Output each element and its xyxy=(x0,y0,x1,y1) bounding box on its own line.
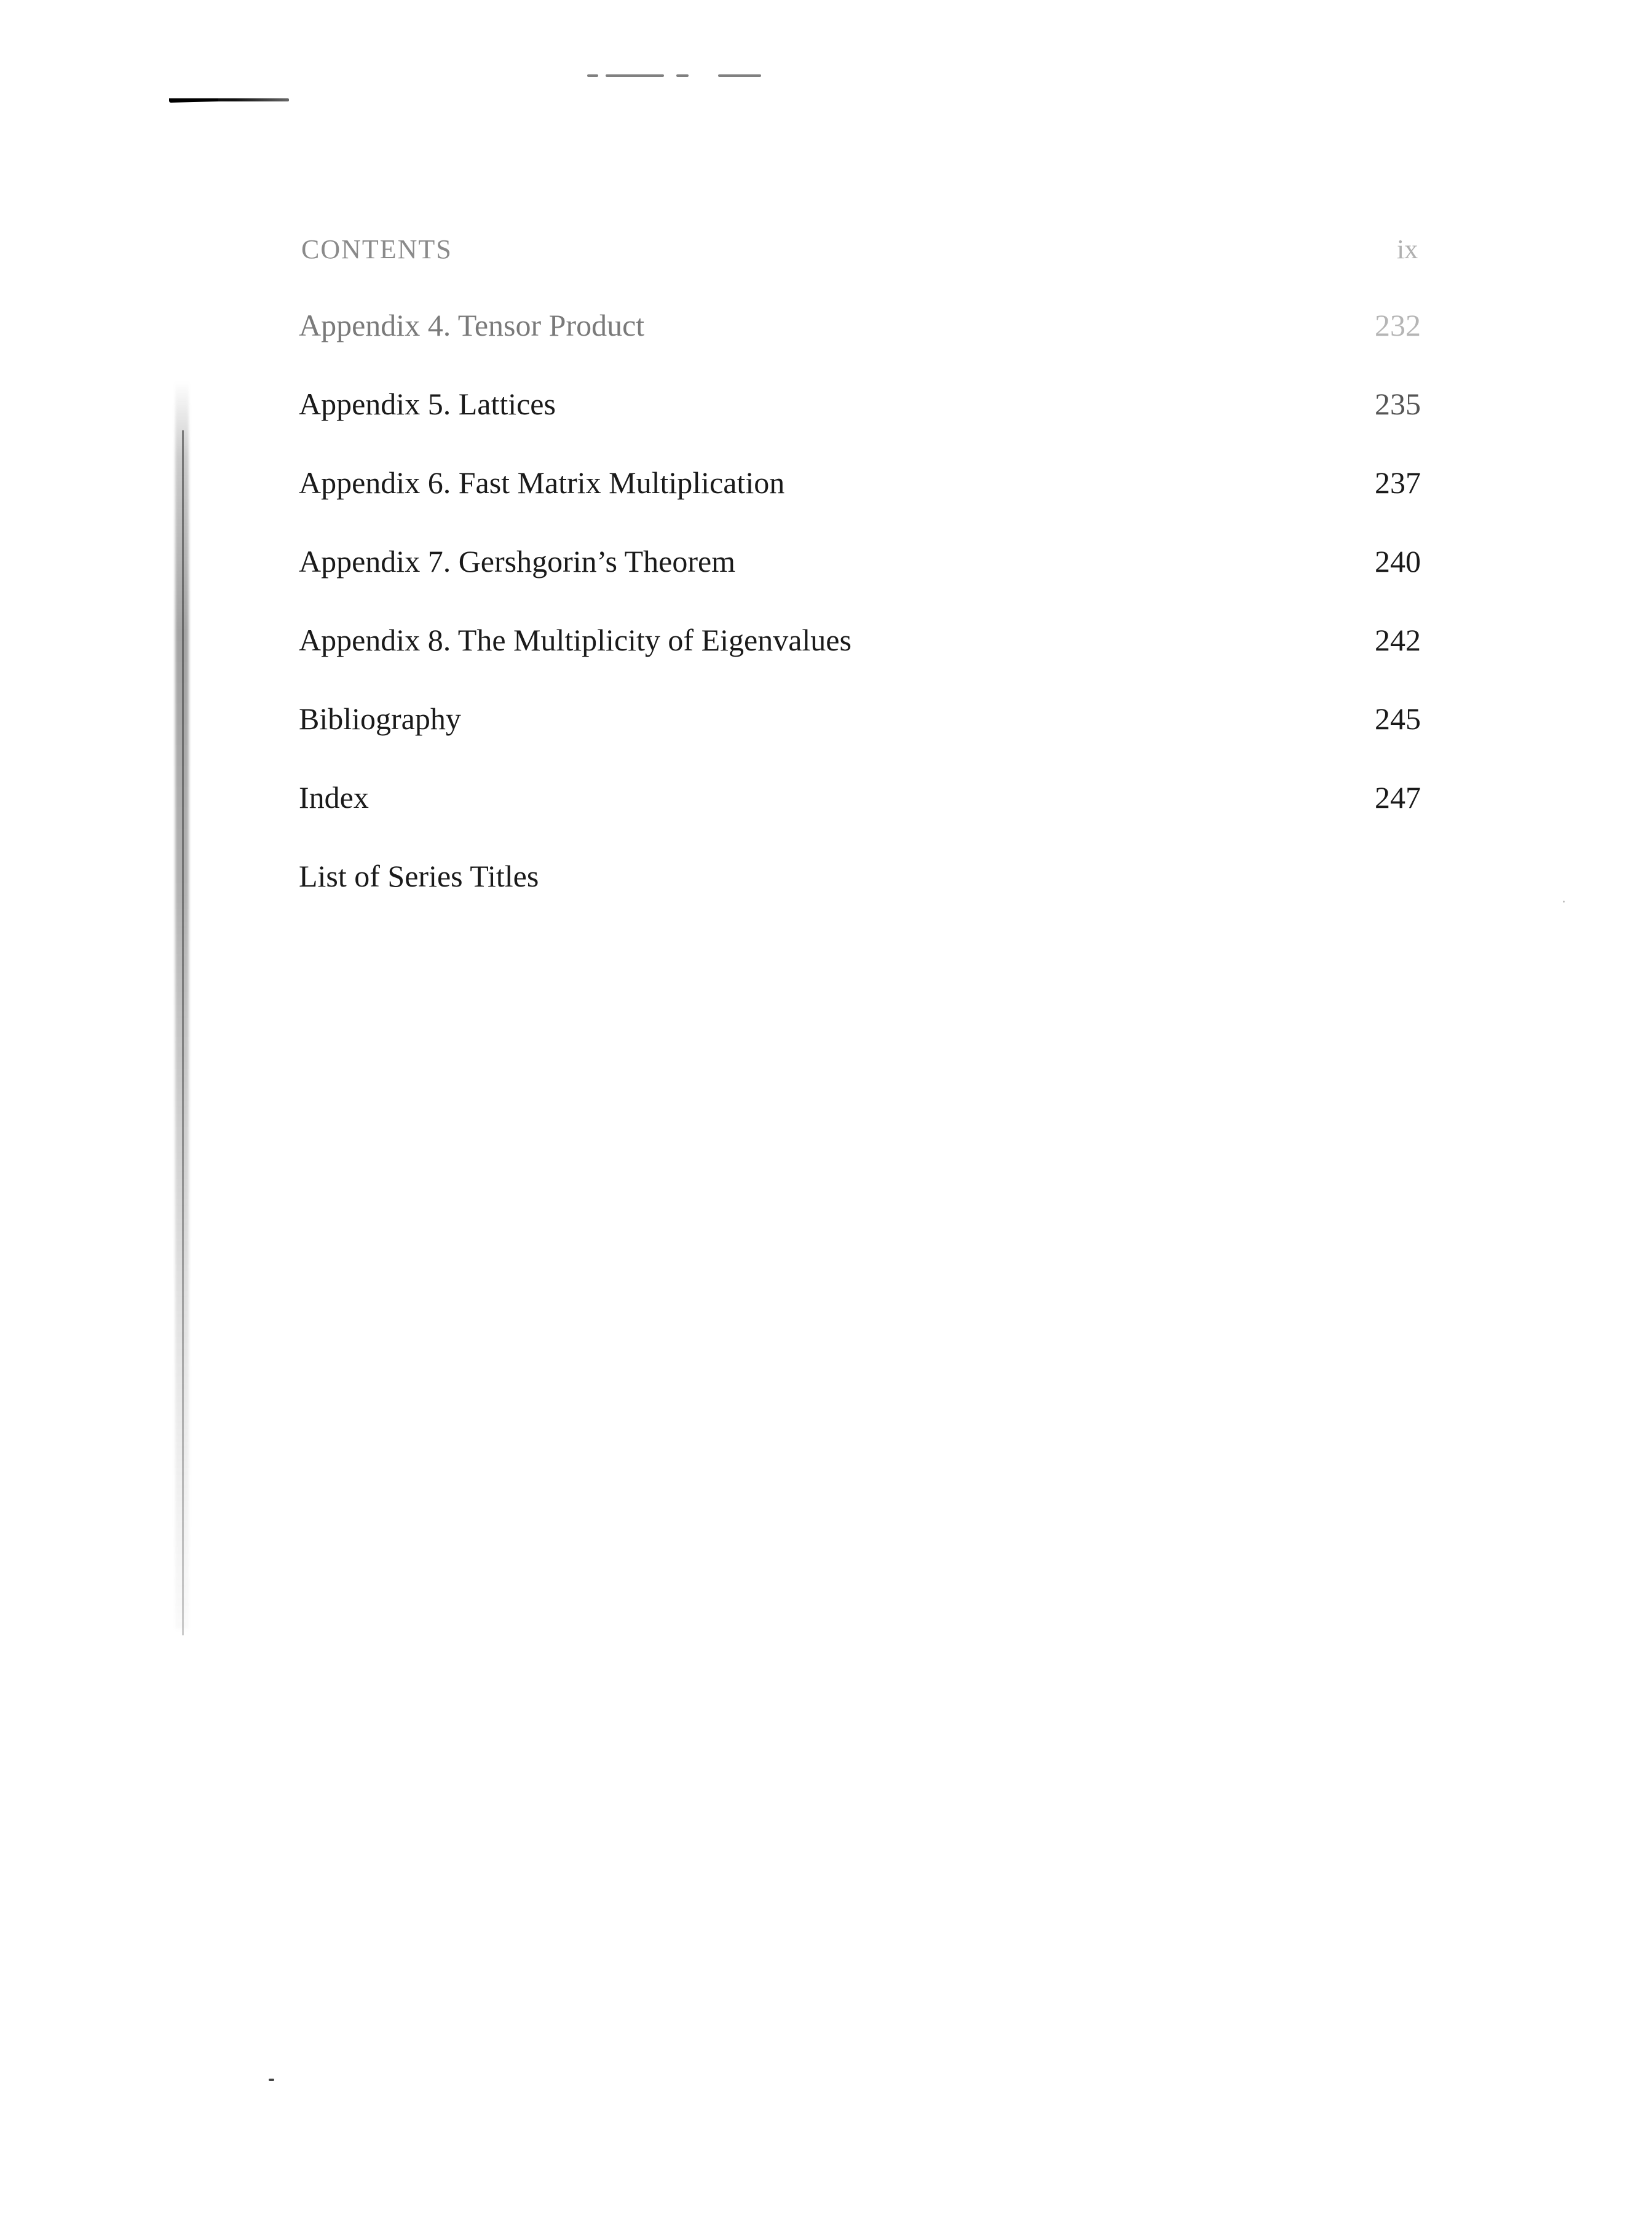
toc-entry-title: List of Series Titles xyxy=(299,859,539,893)
toc-entry-page: 237 xyxy=(1375,465,1421,500)
toc-entry-title: Index xyxy=(299,780,369,815)
scan-smudge xyxy=(587,74,598,77)
toc-entry-page: 245 xyxy=(1375,701,1421,736)
toc-entry[interactable] xyxy=(299,465,1421,508)
scan-speck xyxy=(1563,901,1565,903)
toc-entry-title: Appendix 5. Lattices xyxy=(299,387,556,421)
toc-entry-title: Appendix 4. Tensor Product xyxy=(299,308,645,342)
toc-entry-title: Appendix 8. The Multiplicity of Eigenvalues xyxy=(299,623,852,657)
scan-smudge xyxy=(718,74,761,77)
toc-entry[interactable] xyxy=(299,701,1421,744)
scan-smudge xyxy=(676,74,689,77)
toc-entry-page: 232 xyxy=(1375,308,1421,342)
toc-entry-page: 235 xyxy=(1375,387,1421,421)
toc-entry-title: Appendix 7. Gershgorin’s Theorem xyxy=(299,544,736,579)
toc-entry-title: Bibliography xyxy=(299,701,461,736)
binding-edge xyxy=(182,430,184,1635)
toc-entry-page: 242 xyxy=(1375,623,1421,657)
running-head: CONTENTS xyxy=(301,234,453,264)
toc-entry[interactable] xyxy=(299,386,1421,429)
toc-entry[interactable] xyxy=(299,858,1421,901)
toc-entry-page: 247 xyxy=(1375,780,1421,815)
toc-entry[interactable] xyxy=(299,307,1421,350)
toc-entry-title: Appendix 6. Fast Matrix Multiplication xyxy=(299,465,785,500)
toc-entry[interactable] xyxy=(299,622,1421,665)
scan-rule-mark xyxy=(169,98,289,101)
scan-smudge xyxy=(606,74,664,77)
toc-entry[interactable] xyxy=(299,543,1421,587)
toc-entry-page: 240 xyxy=(1375,544,1421,579)
page-number: ix xyxy=(1397,234,1418,264)
toc-entry[interactable] xyxy=(299,780,1421,823)
scan-speck xyxy=(269,2079,274,2081)
